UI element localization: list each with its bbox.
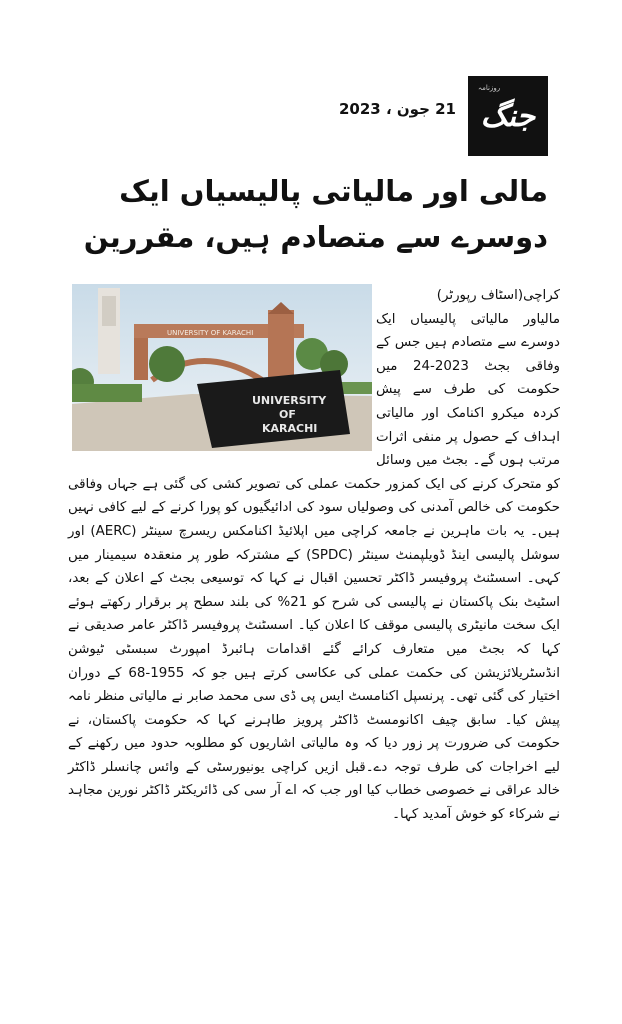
newspaper-logo — [468, 76, 548, 156]
article-text: مالیاور مالیاتی پالیسیاں ایک دوسرے سے متصادم ہیں جس کے وفاقی بجٹ 2023-24 میں حکومت کی طرف سے پیش کردہ میکرو اکنامک اور مالیاتی اہداف کے حصول پر منفی اثرات مرتب ہوں گے۔ بجٹ میں وسائل کو متحرک کرنے کی ایک کمزور حکمت عملی کی تصویر کشی کی گئی ہے جہاں وفاقی حکومت کی خالص آمدنی کی وصولیاں سود کی ادائیگیوں کو پورا کرنے کے لیے کافی نہیں ہیں۔ یہ بات ماہرین نے جامعہ کراچی میں اپلائیڈ اکنامکس ریسرچ سینٹر (AERC) اور سوشل پالیسی اینڈ ڈویلپمنٹ سینٹر (SPDC) کے مشترکہ طور پر منعقدہ سیمینار میں کہی۔ اسسٹنٹ پروفیسر ڈاکٹر تحسین اقبال نے کہا کہ توسیعی بجٹ کے اعلان کے بعد، اسٹیٹ بنک پاکستان نے پالیسی کی شرح کو 21% کی بلند سطح پر برقرار رکھتے ہوئے ایک سخت مانیٹری پالیسی موقف کا اعلان کیا۔ اسسٹنٹ پروفیسر ڈاکٹر عامر صدیقی نے کہا کہ بجٹ میں متعارف کرائے گئے اقدامات ہائبرڈ امپورٹ سبسٹی ٹیوشن انڈسٹریلائزیشن کی حکمت عملی کی عکاسی کرتے ہیں جو کہ 1955-68 کے دوران اختیار کی گئی تھی۔ پرنسپل اکنامسٹ ایس پی ڈی سی محمد صابر نے مالیاتی منظر نامہ پیش کیا۔ سابق چیف اکانومسٹ ڈاکٹر پرویز طاہرنے کہا کہ حکومت پاکستان، نے حکومت کی ضرورت پر زور دیا کہ وہ مالیاتی اشاریوں کو مطلوبہ حدود میں رکھنے کے لیے اخراجات کی طرف توجہ دے۔قبل ازیں کراچی یونیورسٹی کے وائس چانسلر ڈاکٹر خالد عراقی نے خصوصی خطاب کیا اور جب کہ اے آر سی کی ڈائریکٹر ڈاکٹر نورین مجاہد نے شرکاء کو خوش آمدید کہا۔ — [68, 311, 561, 823]
svg-text:KARACHI: KARACHI — [262, 422, 318, 435]
article-body — [68, 284, 560, 827]
publication-date: 21 جون ، 2023 — [338, 100, 456, 118]
headline: مالی اور مالیاتی پالیسیاں ایک دوسرے سے متصادم ہیں، مقررین — [83, 174, 548, 254]
svg-text:OF: OF — [279, 408, 296, 421]
logo-text: جنگ — [480, 98, 536, 134]
svg-text:UNIVERSITY OF KARACHI: UNIVERSITY OF KARACHI — [167, 329, 254, 337]
byline: کراچی(اسٹاف رپورٹر) — [436, 288, 560, 303]
svg-text:UNIVERSITY: UNIVERSITY — [252, 394, 327, 407]
logo-small-text: روزنامہ — [478, 84, 501, 92]
